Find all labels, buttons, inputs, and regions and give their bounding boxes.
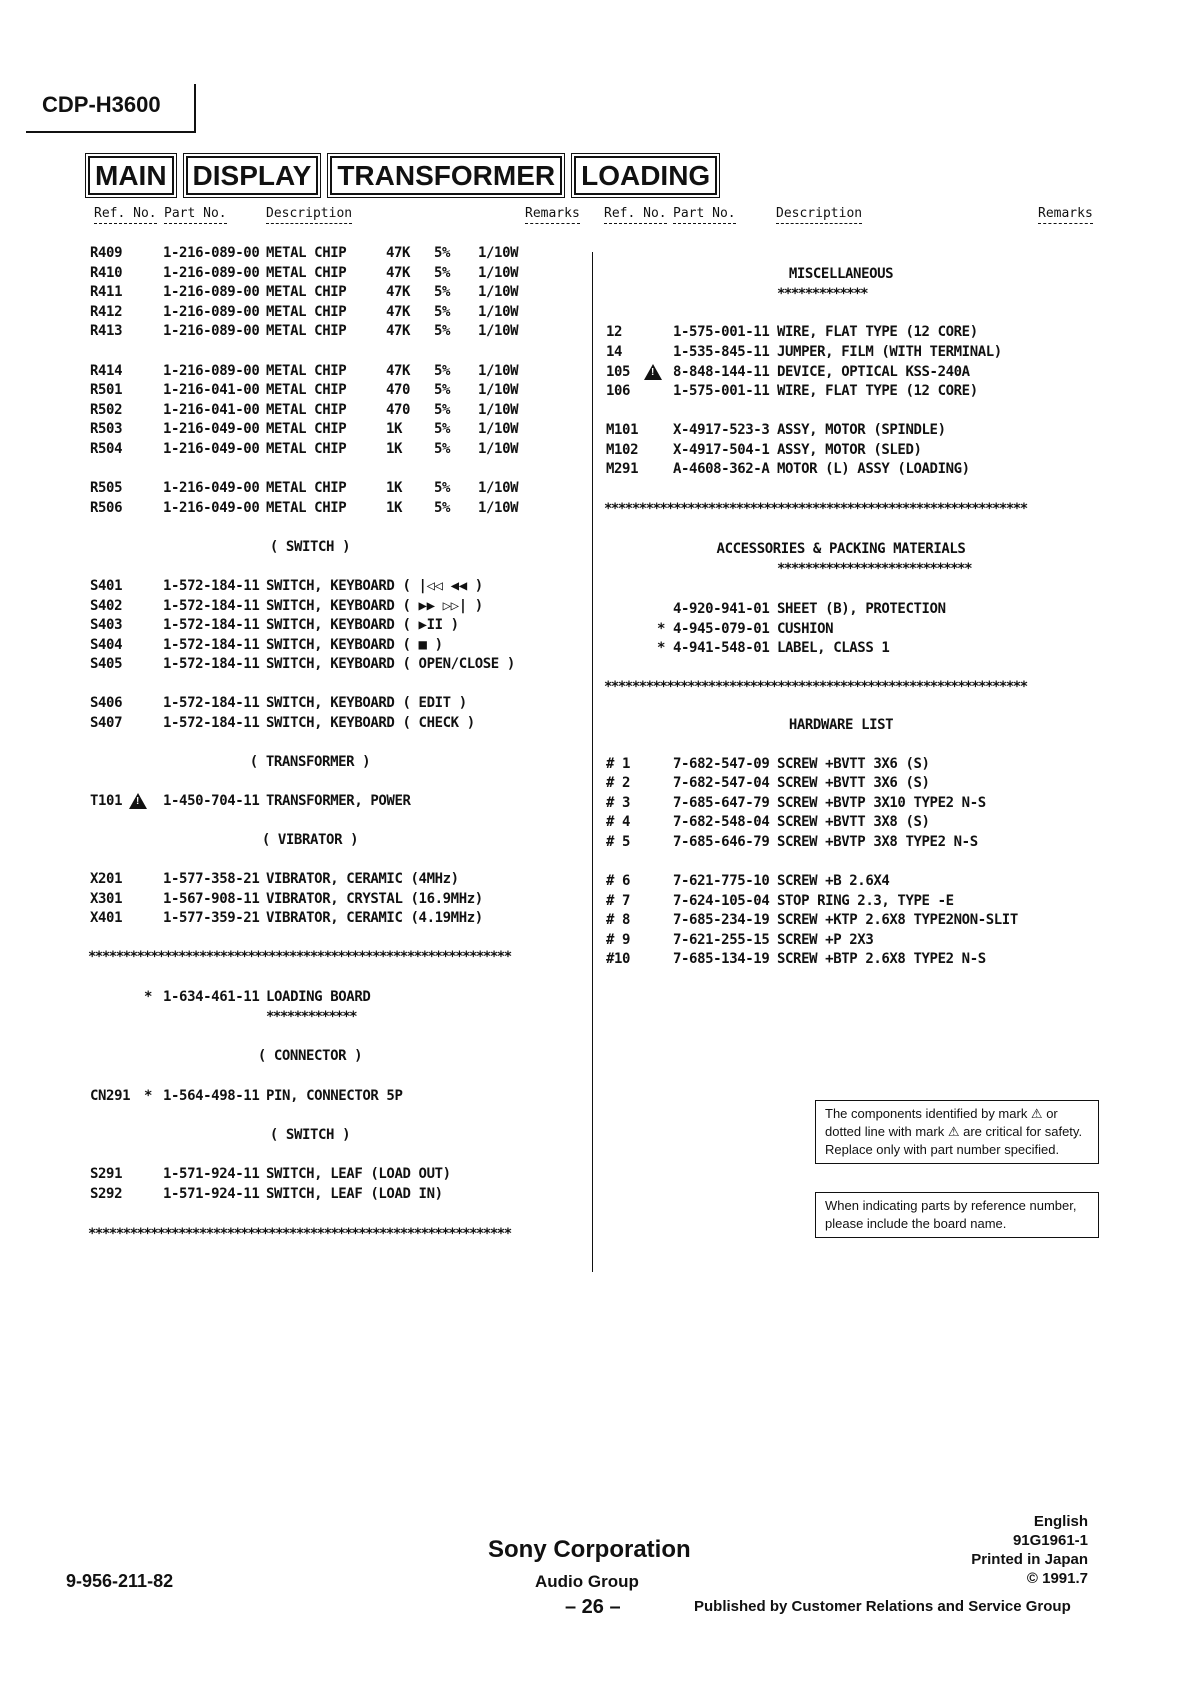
description: METAL CHIP [266,323,347,339]
wattage: 1/10W [478,245,519,261]
tolerance: 5% [434,480,451,496]
wattage: 1/10W [478,304,519,320]
part-no: 1-571-924-11 [163,1186,260,1202]
header-part-no: Part No. [164,206,227,224]
tolerance: 5% [434,500,451,516]
description: SHEET (B), PROTECTION [777,601,946,617]
value: 47K [386,284,411,300]
description: VIBRATOR, CERAMIC (4MHz) [266,871,459,887]
description: WIRE, FLAT TYPE (12 CORE) [777,383,978,399]
part-no: 1-571-924-11 [163,1166,260,1182]
print-info [971,1512,1088,1588]
ref-no: # 2 [606,775,631,791]
ref-no: # 4 [606,814,631,830]
ref-no: 14 [606,344,623,360]
part-no: 1-216-089-00 [163,304,260,320]
description: METAL CHIP [266,304,347,320]
description: SWITCH, KEYBOARD ( ▶▶ ▷▷| ) [266,598,483,614]
value: 470 [386,382,411,398]
language: English [1033,1513,1088,1530]
wattage: 1/10W [478,363,519,379]
print-code: 91G1961-1 [1012,1532,1088,1549]
wattage: 1/10W [478,441,519,457]
ref-no: S405 [90,656,123,672]
ref-no: M101 [606,422,639,438]
part-no: 7-682-547-09 [673,756,770,772]
ref-no: # 8 [606,912,631,928]
part-no: 1-572-184-11 [163,656,260,672]
corporation-name: Sony Corporation [488,1536,691,1563]
tolerance: 5% [434,421,451,437]
ref-no: R412 [90,304,123,320]
wattage: 1/10W [478,284,519,300]
ref-no: S403 [90,617,123,633]
part-no: 1-577-359-21 [163,910,260,926]
part-no: 1-216-089-00 [163,323,260,339]
description: SCREW +BVTT 3X6 (S) [777,775,930,791]
wattage: 1/10W [478,265,519,281]
description: CUSHION [777,621,834,637]
description: SWITCH, KEYBOARD ( EDIT ) [266,695,467,711]
part-no: X-4917-523-3 [673,422,770,438]
part-no: 4-920-941-01 [673,601,770,617]
description: STOP RING 2.3, TYPE -E [777,893,954,909]
description: SCREW +BVTP 3X8 TYPE2 N-S [777,834,978,850]
description: TRANSFORMER, POWER [266,793,411,809]
section-heading-text: ( SWITCH ) [269,539,351,555]
star-mark: * [144,1088,153,1104]
ref-no: # 7 [606,893,631,909]
group-name: Audio Group [535,1572,639,1591]
star-mark: * [657,621,666,637]
copyright: © 1991.7 [1026,1570,1088,1587]
part-no: 1-572-184-11 [163,617,260,633]
description: WIRE, FLAT TYPE (12 CORE) [777,324,978,340]
header-description: Description [266,206,352,224]
tolerance: 5% [434,323,451,339]
value: 1K [386,441,403,457]
tab-main: MAIN [88,156,174,195]
part-no: 7-624-105-04 [673,893,770,909]
description: LABEL, CLASS 1 [777,640,890,656]
part-no: 1-567-908-11 [163,891,260,907]
description: SWITCH, LEAF (LOAD IN) [266,1186,443,1202]
description: SCREW +B 2.6X4 [777,873,890,889]
value: 1K [386,421,403,437]
reference-note [815,1192,1099,1238]
critical-note-text: The components identified by mark ⚠ or dotted line with mark ⚠ are critical for safety. Replace only with part number specified. [825,1106,1083,1157]
ref-no: R503 [90,421,123,437]
description: SWITCH, KEYBOARD ( |◁◁ ◀◀ ) [266,578,483,594]
separator-text: ************************************************************* [604,501,1027,517]
part-no: 1-572-184-11 [163,715,260,731]
header-remarks: Remarks [525,206,580,224]
part-no: 7-621-775-10 [673,873,770,889]
description: SWITCH, LEAF (LOAD OUT) [266,1166,451,1182]
description: METAL CHIP [266,500,347,516]
ref-no: # 9 [606,932,631,948]
ref-no: 12 [606,324,623,340]
ref-no: R504 [90,441,123,457]
part-no: 1-572-184-11 [163,578,260,594]
section-heading-text: ( TRANSFORMER ) [249,754,371,770]
publisher: Published by Customer Relations and Service Group [694,1598,1071,1615]
part-no: 1-450-704-11 [163,793,260,809]
section-heading-text: ACCESSORIES & PACKING MATERIALS [716,541,966,557]
ref-no: 105 [606,364,631,380]
part-no: 1-216-049-00 [163,480,260,496]
tolerance: 5% [434,304,451,320]
description: SWITCH, KEYBOARD ( ■ ) [266,637,443,653]
separator-text: ************************************************************* [88,949,511,965]
wattage: 1/10W [478,480,519,496]
part-no: 1-572-184-11 [163,695,260,711]
ref-no: S404 [90,637,123,653]
tab-transformer: TRANSFORMER [330,156,562,195]
value: 470 [386,402,411,418]
model-divider [194,84,196,133]
ref-no: S291 [90,1166,123,1182]
ref-no: # 3 [606,795,631,811]
star-mark: * [657,640,666,656]
header-remarks: Remarks [1038,206,1093,224]
ref-no: T101 [90,793,123,809]
description: METAL CHIP [266,441,347,457]
part-no: 1-564-498-11 [163,1088,260,1104]
description: MOTOR (L) ASSY (LOADING) [777,461,970,477]
part-no: 1-216-089-00 [163,284,260,300]
part-no: 1-216-041-00 [163,382,260,398]
tolerance: 5% [434,284,451,300]
separator-text: ************* [266,1009,357,1025]
ref-no: R411 [90,284,123,300]
part-no: 1-575-001-11 [673,324,770,340]
part-no: 4-941-548-01 [673,640,770,656]
description: SCREW +BVTT 3X8 (S) [777,814,930,830]
reference-note-text: When indicating parts by reference number, please include the board name. [825,1198,1077,1231]
section-tabs [88,156,717,195]
description: ASSY, MOTOR (SLED) [777,442,922,458]
column-divider [592,252,593,1272]
description: SCREW +BVTT 3X6 (S) [777,756,930,772]
part-no: 1-216-049-00 [163,500,260,516]
printed-in: Printed in Japan [971,1551,1088,1568]
description: METAL CHIP [266,421,347,437]
part-no: 1-216-049-00 [163,441,260,457]
section-heading-text: MISCELLANEOUS [788,266,894,282]
star-mark: * [144,989,153,1005]
ref-no: 106 [606,383,631,399]
part-no: 1-634-461-11 [163,989,260,1005]
ref-no: # 6 [606,873,631,889]
description: SWITCH, KEYBOARD ( CHECK ) [266,715,475,731]
description: VIBRATOR, CRYSTAL (16.9MHz) [266,891,483,907]
part-no: 1-216-041-00 [163,402,260,418]
value: 47K [386,265,411,281]
tolerance: 5% [434,441,451,457]
description: LOADING BOARD [266,989,371,1005]
description: PIN, CONNECTOR 5P [266,1088,403,1104]
document-code: 9-956-211-82 [66,1571,174,1591]
part-no: 7-682-547-04 [673,775,770,791]
ref-no: # 1 [606,756,631,772]
header-ref-no: Ref. No. [94,206,157,224]
tolerance: 5% [434,265,451,281]
tolerance: 5% [434,382,451,398]
model-name: CDP-H3600 [42,92,161,117]
ref-no: R413 [90,323,123,339]
wattage: 1/10W [478,323,519,339]
section-heading-text: ( VIBRATOR ) [261,832,359,848]
part-no: 1-572-184-11 [163,598,260,614]
ref-no: R506 [90,500,123,516]
wattage: 1/10W [478,402,519,418]
header-part-no: Part No. [673,206,736,224]
part-no: 7-685-647-79 [673,795,770,811]
ref-no: S401 [90,578,123,594]
description: METAL CHIP [266,265,347,281]
separator-text: ************* [777,286,868,302]
tolerance: 5% [434,402,451,418]
description: METAL CHIP [266,363,347,379]
description: VIBRATOR, CERAMIC (4.19MHz) [266,910,483,926]
ref-no: R414 [90,363,123,379]
description: SCREW +BVTP 3X10 TYPE2 N-S [777,795,986,811]
warning-triangle-icon [644,364,662,380]
part-no: 1-572-184-11 [163,637,260,653]
separator-text: ************************************************************* [604,679,1027,695]
header-description: Description [776,206,862,224]
ref-no: R505 [90,480,123,496]
ref-no: #10 [606,951,631,967]
tolerance: 5% [434,245,451,261]
part-no: 1-216-089-00 [163,363,260,379]
ref-no: X201 [90,871,123,887]
separator-text: **************************** [777,561,972,577]
section-heading-text: ( SWITCH ) [269,1127,351,1143]
description: SCREW +P 2X3 [777,932,874,948]
value: 47K [386,304,411,320]
description: JUMPER, FILM (WITH TERMINAL) [777,344,1002,360]
description: DEVICE, OPTICAL KSS-240A [777,364,970,380]
description: METAL CHIP [266,480,347,496]
ref-no: S406 [90,695,123,711]
part-no: 1-216-089-00 [163,265,260,281]
model-underline [26,131,194,133]
page-number: – 26 – [565,1596,621,1618]
part-no: 7-685-234-19 [673,912,770,928]
ref-no: R410 [90,265,123,281]
value: 1K [386,500,403,516]
description: SCREW +BTP 2.6X8 TYPE2 N-S [777,951,986,967]
part-no: 7-682-548-04 [673,814,770,830]
ref-no: M102 [606,442,639,458]
ref-no: R409 [90,245,123,261]
separator-text: ************************************************************* [88,1226,511,1242]
part-no: X-4917-504-1 [673,442,770,458]
section-heading-text: ( CONNECTOR ) [257,1048,363,1064]
ref-no: R502 [90,402,123,418]
part-no: A-4608-362-A [673,461,770,477]
tab-loading: LOADING [574,156,717,195]
wattage: 1/10W [478,382,519,398]
part-no: 1-535-845-11 [673,344,770,360]
tab-display: DISPLAY [186,156,319,195]
description: SWITCH, KEYBOARD ( OPEN/CLOSE ) [266,656,515,672]
description: METAL CHIP [266,245,347,261]
ref-no: # 5 [606,834,631,850]
ref-no: S402 [90,598,123,614]
ref-no: X301 [90,891,123,907]
description: METAL CHIP [266,382,347,398]
ref-no: S407 [90,715,123,731]
warning-triangle-icon [129,793,147,809]
part-no: 7-685-646-79 [673,834,770,850]
description: SWITCH, KEYBOARD ( ▶II ) [266,617,459,633]
value: 47K [386,323,411,339]
wattage: 1/10W [478,500,519,516]
wattage: 1/10W [478,421,519,437]
description: SCREW +KTP 2.6X8 TYPE2NON-SLIT [777,912,1018,928]
part-no: 8-848-144-11 [673,364,770,380]
value: 1K [386,480,403,496]
ref-no: CN291 [90,1088,131,1104]
ref-no: M291 [606,461,639,477]
part-no: 7-621-255-15 [673,932,770,948]
critical-note [815,1100,1099,1164]
description: METAL CHIP [266,284,347,300]
header-ref-no: Ref. No. [604,206,667,224]
part-no: 7-685-134-19 [673,951,770,967]
description: ASSY, MOTOR (SPINDLE) [777,422,946,438]
tolerance: 5% [434,363,451,379]
part-no: 4-945-079-01 [673,621,770,637]
ref-no: S292 [90,1186,123,1202]
part-no: 1-216-049-00 [163,421,260,437]
description: METAL CHIP [266,402,347,418]
section-heading-text: HARDWARE LIST [788,717,894,733]
value: 47K [386,363,411,379]
part-no: 1-575-001-11 [673,383,770,399]
part-no: 1-216-089-00 [163,245,260,261]
part-no: 1-577-358-21 [163,871,260,887]
ref-no: X401 [90,910,123,926]
ref-no: R501 [90,382,123,398]
value: 47K [386,245,411,261]
